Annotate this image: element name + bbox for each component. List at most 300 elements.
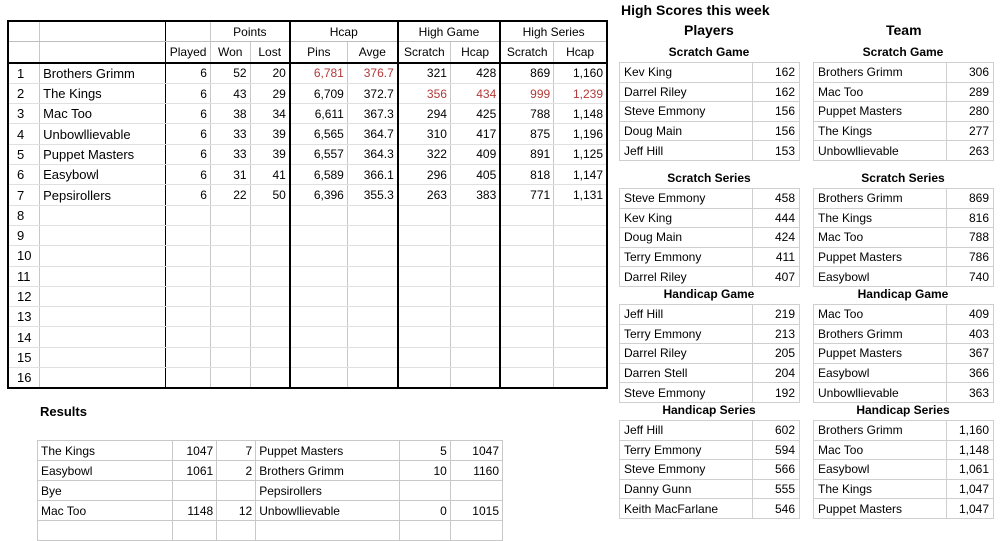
cell-pos: 11 bbox=[8, 266, 40, 286]
col-header-played: Played bbox=[166, 42, 211, 63]
away-pins: 1015 bbox=[450, 501, 502, 521]
score-value: 546 bbox=[753, 499, 800, 519]
cell-team: Puppet Masters bbox=[40, 144, 166, 164]
score-value: 153 bbox=[753, 141, 800, 161]
score-name: Jeff Hill bbox=[620, 421, 753, 441]
cell-won bbox=[210, 266, 250, 286]
team-heading: Team bbox=[886, 22, 922, 38]
home-pins: 1047 bbox=[172, 441, 217, 461]
score-name: Unbowllievable bbox=[814, 383, 947, 403]
score-value: 409 bbox=[947, 305, 994, 325]
cell-avge bbox=[347, 225, 397, 245]
section-title: Handicap Series bbox=[856, 403, 950, 417]
cell-won: 43 bbox=[210, 83, 250, 103]
standings-row bbox=[8, 83, 607, 103]
score-name: Mac Too bbox=[814, 305, 947, 325]
cell-hs_scratch: 818 bbox=[500, 165, 553, 185]
score-name: Brothers Grimm bbox=[814, 63, 947, 83]
standings-row bbox=[8, 266, 607, 286]
standings-row bbox=[8, 368, 607, 389]
score-row bbox=[620, 440, 800, 460]
score-value: 306 bbox=[947, 63, 994, 83]
cell-lost: 20 bbox=[250, 63, 290, 84]
cell-hs_hcap bbox=[554, 347, 607, 367]
score-name: The Kings bbox=[814, 479, 947, 499]
cell-lost: 34 bbox=[250, 104, 290, 124]
header-blank bbox=[8, 42, 40, 63]
section-title: Scratch Series bbox=[667, 171, 751, 185]
cell-hg_scratch: 294 bbox=[398, 104, 451, 124]
score-value: 566 bbox=[753, 460, 800, 480]
score-value: 555 bbox=[753, 479, 800, 499]
cell-pins bbox=[290, 368, 348, 389]
score-row bbox=[814, 267, 994, 287]
score-row bbox=[620, 63, 800, 83]
score-row bbox=[620, 141, 800, 161]
cell-hs_hcap bbox=[554, 286, 607, 306]
cell-hs_hcap: 1,148 bbox=[554, 104, 607, 124]
results-title: Results bbox=[40, 404, 87, 419]
cell-won: 38 bbox=[210, 104, 250, 124]
players-scratch-series-section bbox=[619, 169, 799, 287]
score-row bbox=[620, 499, 800, 519]
score-value: 407 bbox=[753, 267, 800, 287]
cell-hg_hcap bbox=[450, 225, 500, 245]
cell-team: Brothers Grimm bbox=[40, 63, 166, 84]
cell-hg_hcap: 428 bbox=[450, 63, 500, 84]
score-name: Steve Emmony bbox=[620, 102, 753, 122]
cell-hg_scratch: 310 bbox=[398, 124, 451, 144]
score-row bbox=[620, 247, 800, 267]
score-name: Steve Emmony bbox=[620, 460, 753, 480]
cell-played bbox=[166, 246, 211, 266]
col-header-lost: Lost bbox=[250, 42, 290, 63]
away-team: Unbowllievable bbox=[256, 501, 400, 521]
score-name: Mac Too bbox=[814, 82, 947, 102]
score-row bbox=[814, 344, 994, 364]
hcap-group-header: Hcap bbox=[290, 21, 398, 42]
cell-hs_scratch bbox=[500, 246, 553, 266]
cell-avge bbox=[347, 368, 397, 389]
score-row bbox=[814, 499, 994, 519]
standings-row bbox=[8, 286, 607, 306]
home-pins: 1148 bbox=[172, 501, 217, 521]
score-row bbox=[620, 305, 800, 325]
away-team bbox=[256, 521, 400, 541]
cell-pos: 16 bbox=[8, 368, 40, 389]
players-handicap-series-section bbox=[619, 401, 799, 519]
score-row bbox=[620, 102, 800, 122]
score-row bbox=[814, 460, 994, 480]
cell-hg_scratch bbox=[398, 266, 451, 286]
away-points bbox=[400, 521, 451, 541]
score-name: Easybowl bbox=[814, 267, 947, 287]
score-name: Darrel Riley bbox=[620, 82, 753, 102]
score-name: Terry Emmony bbox=[620, 324, 753, 344]
cell-pins: 6,611 bbox=[290, 104, 348, 124]
cell-hg_scratch bbox=[398, 246, 451, 266]
cell-lost bbox=[250, 368, 290, 389]
cell-played bbox=[166, 266, 211, 286]
standings-row bbox=[8, 165, 607, 185]
score-name: Steve Emmony bbox=[620, 189, 753, 209]
score-row bbox=[620, 383, 800, 403]
cell-hg_scratch bbox=[398, 307, 451, 327]
cell-pins: 6,709 bbox=[290, 83, 348, 103]
cell-hg_hcap bbox=[450, 347, 500, 367]
score-row bbox=[814, 121, 994, 141]
cell-team: Pepsirollers bbox=[40, 185, 166, 205]
score-value: 1,160 bbox=[947, 421, 994, 441]
cell-hs_hcap bbox=[554, 307, 607, 327]
team-scratch-series-section bbox=[813, 169, 993, 287]
cell-avge bbox=[347, 347, 397, 367]
home-pins: 1061 bbox=[172, 461, 217, 481]
col-header-won: Won bbox=[210, 42, 250, 63]
cell-pins: 6,589 bbox=[290, 165, 348, 185]
cell-hs_hcap: 1,196 bbox=[554, 124, 607, 144]
score-row bbox=[814, 82, 994, 102]
score-name: The Kings bbox=[814, 208, 947, 228]
score-row bbox=[814, 102, 994, 122]
score-value: 205 bbox=[753, 344, 800, 364]
away-team: Pepsirollers bbox=[256, 481, 400, 501]
cell-played bbox=[166, 307, 211, 327]
score-name: Brothers Grimm bbox=[814, 324, 947, 344]
score-row bbox=[620, 344, 800, 364]
cell-played bbox=[166, 225, 211, 245]
cell-lost bbox=[250, 225, 290, 245]
score-name: The Kings bbox=[814, 121, 947, 141]
league-table bbox=[7, 20, 608, 389]
score-row bbox=[814, 305, 994, 325]
home-team: Bye bbox=[38, 481, 173, 501]
home-team bbox=[38, 521, 173, 541]
cell-pins: 6,557 bbox=[290, 144, 348, 164]
away-pins: 1047 bbox=[450, 441, 502, 461]
result-row bbox=[38, 521, 503, 541]
cell-team: Unbowllievable bbox=[40, 124, 166, 144]
cell-hg_scratch: 322 bbox=[398, 144, 451, 164]
cell-hg_scratch bbox=[398, 205, 451, 225]
home-team: Easybowl bbox=[38, 461, 173, 481]
score-name: Darren Stell bbox=[620, 363, 753, 383]
cell-played bbox=[166, 205, 211, 225]
result-row bbox=[38, 481, 503, 501]
team-scratch-game-section bbox=[813, 43, 993, 161]
score-name: Darrel Riley bbox=[620, 267, 753, 287]
score-name: Easybowl bbox=[814, 460, 947, 480]
score-value: 602 bbox=[753, 421, 800, 441]
score-name: Kev King bbox=[620, 208, 753, 228]
cell-lost: 29 bbox=[250, 83, 290, 103]
score-row bbox=[620, 208, 800, 228]
cell-won: 33 bbox=[210, 144, 250, 164]
score-row bbox=[620, 189, 800, 209]
cell-team: Mac Too bbox=[40, 104, 166, 124]
cell-won: 52 bbox=[210, 63, 250, 84]
cell-lost bbox=[250, 347, 290, 367]
cell-pos: 2 bbox=[8, 83, 40, 103]
cell-hg_scratch: 263 bbox=[398, 185, 451, 205]
score-name: Doug Main bbox=[620, 121, 753, 141]
score-value: 204 bbox=[753, 363, 800, 383]
score-name: Jeff Hill bbox=[620, 141, 753, 161]
cell-avge: 366.1 bbox=[347, 165, 397, 185]
cell-played: 6 bbox=[166, 144, 211, 164]
section-title: Scratch Game bbox=[862, 45, 944, 59]
points-group-header: Points bbox=[210, 21, 289, 42]
cell-pins bbox=[290, 246, 348, 266]
score-value: 263 bbox=[947, 141, 994, 161]
score-value: 411 bbox=[753, 247, 800, 267]
header-blank bbox=[40, 42, 166, 63]
score-name: Brothers Grimm bbox=[814, 189, 947, 209]
cell-hs_hcap: 1,239 bbox=[554, 83, 607, 103]
cell-hs_scratch bbox=[500, 347, 553, 367]
cell-played bbox=[166, 368, 211, 389]
cell-pins bbox=[290, 286, 348, 306]
cell-lost bbox=[250, 327, 290, 347]
score-value: 444 bbox=[753, 208, 800, 228]
cell-hg_hcap: 405 bbox=[450, 165, 500, 185]
away-pins bbox=[450, 481, 502, 501]
cell-hs_scratch: 869 bbox=[500, 63, 553, 84]
score-row bbox=[814, 247, 994, 267]
cell-played bbox=[166, 347, 211, 367]
cell-avge bbox=[347, 205, 397, 225]
cell-hs_hcap: 1,160 bbox=[554, 63, 607, 84]
cell-played: 6 bbox=[166, 63, 211, 84]
standings-row bbox=[8, 124, 607, 144]
cell-hg_hcap: 409 bbox=[450, 144, 500, 164]
cell-lost: 39 bbox=[250, 124, 290, 144]
score-row bbox=[814, 440, 994, 460]
cell-won bbox=[210, 205, 250, 225]
score-value: 192 bbox=[753, 383, 800, 403]
score-row bbox=[620, 324, 800, 344]
cell-pins bbox=[290, 266, 348, 286]
score-name: Terry Emmony bbox=[620, 440, 753, 460]
cell-avge bbox=[347, 246, 397, 266]
cell-avge: 376.7 bbox=[347, 63, 397, 84]
cell-hs_scratch: 891 bbox=[500, 144, 553, 164]
results-table bbox=[37, 440, 503, 541]
cell-won bbox=[210, 368, 250, 389]
score-row bbox=[814, 383, 994, 403]
cell-pos: 8 bbox=[8, 205, 40, 225]
result-row bbox=[38, 441, 503, 461]
standings-row bbox=[8, 104, 607, 124]
cell-won bbox=[210, 246, 250, 266]
away-pins: 1160 bbox=[450, 461, 502, 481]
result-row bbox=[38, 501, 503, 521]
section-title: Scratch Series bbox=[861, 171, 945, 185]
cell-avge bbox=[347, 266, 397, 286]
cell-hg_scratch bbox=[398, 225, 451, 245]
cell-won bbox=[210, 327, 250, 347]
standings-row bbox=[8, 225, 607, 245]
standings-row bbox=[8, 307, 607, 327]
section-title: Handicap Game bbox=[663, 287, 755, 301]
cell-hg_hcap: 417 bbox=[450, 124, 500, 144]
score-value: 280 bbox=[947, 102, 994, 122]
cell-team bbox=[40, 327, 166, 347]
cell-hs_scratch: 875 bbox=[500, 124, 553, 144]
cell-won bbox=[210, 225, 250, 245]
score-name: Brothers Grimm bbox=[814, 421, 947, 441]
away-team: Brothers Grimm bbox=[256, 461, 400, 481]
cell-pos: 6 bbox=[8, 165, 40, 185]
score-name: Puppet Masters bbox=[814, 247, 947, 267]
home-points: 7 bbox=[217, 441, 256, 461]
cell-lost bbox=[250, 286, 290, 306]
high-series-group-header: High Series bbox=[500, 21, 607, 42]
score-name: Puppet Masters bbox=[814, 499, 947, 519]
cell-hs_scratch: 788 bbox=[500, 104, 553, 124]
cell-lost bbox=[250, 205, 290, 225]
score-name: Jeff Hill bbox=[620, 305, 753, 325]
cell-hg_scratch: 296 bbox=[398, 165, 451, 185]
cell-team bbox=[40, 368, 166, 389]
cell-hs_scratch bbox=[500, 327, 553, 347]
away-pins bbox=[450, 521, 502, 541]
score-name: Keith MacFarlane bbox=[620, 499, 753, 519]
score-value: 458 bbox=[753, 189, 800, 209]
cell-avge bbox=[347, 327, 397, 347]
score-row bbox=[814, 189, 994, 209]
col-header-hs_hcap: Hcap bbox=[554, 42, 607, 63]
cell-lost bbox=[250, 307, 290, 327]
cell-pos: 9 bbox=[8, 225, 40, 245]
cell-lost bbox=[250, 246, 290, 266]
standings-row bbox=[8, 144, 607, 164]
score-row bbox=[620, 421, 800, 441]
score-row bbox=[814, 421, 994, 441]
score-value: 156 bbox=[753, 102, 800, 122]
cell-pos: 3 bbox=[8, 104, 40, 124]
cell-hg_scratch: 356 bbox=[398, 83, 451, 103]
cell-avge bbox=[347, 286, 397, 306]
cell-hg_hcap bbox=[450, 266, 500, 286]
players-heading: Players bbox=[684, 22, 734, 38]
cell-won: 33 bbox=[210, 124, 250, 144]
cell-won bbox=[210, 347, 250, 367]
score-row bbox=[620, 267, 800, 287]
cell-hs_hcap bbox=[554, 368, 607, 389]
header-blank bbox=[40, 21, 166, 42]
cell-hs_hcap: 1,147 bbox=[554, 165, 607, 185]
standings-row bbox=[8, 246, 607, 266]
home-pins bbox=[172, 521, 217, 541]
score-name: Mac Too bbox=[814, 228, 947, 248]
section-title: Handicap Game bbox=[857, 287, 949, 301]
score-row bbox=[620, 228, 800, 248]
cell-avge: 372.7 bbox=[347, 83, 397, 103]
score-value: 740 bbox=[947, 267, 994, 287]
cell-hs_scratch: 999 bbox=[500, 83, 553, 103]
score-row bbox=[814, 363, 994, 383]
cell-pos: 15 bbox=[8, 347, 40, 367]
cell-won bbox=[210, 286, 250, 306]
score-value: 1,047 bbox=[947, 479, 994, 499]
cell-lost: 39 bbox=[250, 144, 290, 164]
standings-row bbox=[8, 205, 607, 225]
score-value: 367 bbox=[947, 344, 994, 364]
score-value: 219 bbox=[753, 305, 800, 325]
score-row bbox=[814, 324, 994, 344]
cell-team bbox=[40, 347, 166, 367]
cell-pins bbox=[290, 225, 348, 245]
cell-team bbox=[40, 205, 166, 225]
score-row bbox=[814, 228, 994, 248]
cell-pos: 1 bbox=[8, 63, 40, 84]
cell-lost bbox=[250, 266, 290, 286]
home-points: 12 bbox=[217, 501, 256, 521]
cell-avge: 364.3 bbox=[347, 144, 397, 164]
team-handicap-series-section bbox=[813, 401, 993, 519]
cell-pins bbox=[290, 347, 348, 367]
cell-avge bbox=[347, 307, 397, 327]
cell-avge: 367.3 bbox=[347, 104, 397, 124]
score-name: Mac Too bbox=[814, 440, 947, 460]
score-value: 816 bbox=[947, 208, 994, 228]
cell-hs_hcap: 1,125 bbox=[554, 144, 607, 164]
score-name: Unbowllievable bbox=[814, 141, 947, 161]
cell-hg_hcap bbox=[450, 307, 500, 327]
score-name: Kev King bbox=[620, 63, 753, 83]
cell-hs_scratch bbox=[500, 307, 553, 327]
cell-hg_scratch: 321 bbox=[398, 63, 451, 84]
cell-hg_scratch bbox=[398, 347, 451, 367]
score-value: 594 bbox=[753, 440, 800, 460]
away-points: 5 bbox=[400, 441, 451, 461]
cell-won: 31 bbox=[210, 165, 250, 185]
score-value: 156 bbox=[753, 121, 800, 141]
score-row bbox=[620, 460, 800, 480]
cell-hs_scratch bbox=[500, 368, 553, 389]
cell-hs_hcap bbox=[554, 327, 607, 347]
cell-hs_hcap bbox=[554, 205, 607, 225]
cell-pins bbox=[290, 307, 348, 327]
cell-hs_scratch bbox=[500, 225, 553, 245]
cell-pins bbox=[290, 205, 348, 225]
score-value: 424 bbox=[753, 228, 800, 248]
cell-hs_scratch bbox=[500, 266, 553, 286]
cell-team: Easybowl bbox=[40, 165, 166, 185]
score-value: 162 bbox=[753, 82, 800, 102]
score-value: 403 bbox=[947, 324, 994, 344]
cell-hs_scratch: 771 bbox=[500, 185, 553, 205]
cell-won: 22 bbox=[210, 185, 250, 205]
away-points bbox=[400, 481, 451, 501]
cell-hs_hcap: 1,131 bbox=[554, 185, 607, 205]
score-row bbox=[814, 63, 994, 83]
cell-hs_hcap bbox=[554, 225, 607, 245]
score-value: 1,061 bbox=[947, 460, 994, 480]
cell-team bbox=[40, 307, 166, 327]
cell-pos: 14 bbox=[8, 327, 40, 347]
cell-hs_hcap bbox=[554, 266, 607, 286]
result-row bbox=[38, 461, 503, 481]
cell-hg_hcap bbox=[450, 368, 500, 389]
cell-played: 6 bbox=[166, 165, 211, 185]
score-value: 1,148 bbox=[947, 440, 994, 460]
cell-played: 6 bbox=[166, 185, 211, 205]
score-value: 366 bbox=[947, 363, 994, 383]
cell-hs_scratch bbox=[500, 205, 553, 225]
cell-hg_hcap: 434 bbox=[450, 83, 500, 103]
